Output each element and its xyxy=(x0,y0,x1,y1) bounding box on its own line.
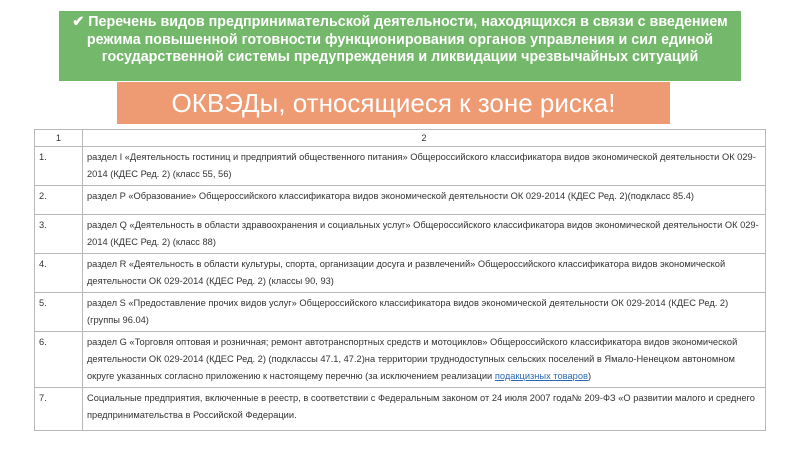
row-text-main: раздел G «Торговля оптовая и розничная; ремонт автотранспортных средств и мотоциклов» Общероссийского классификатора видов экономической деятельности ОК 029-2014 (КДЕС Ред. 2) (подклассы 47.1, 47.2)на территории труднодоступных сельских поселений в Ямало-Ненецком автономном округе указанных согласно приложению к настоящему перечню (за исключением реализации xyxy=(87,337,738,381)
table-header-row xyxy=(35,130,766,147)
table-row xyxy=(35,388,766,431)
risk-banner xyxy=(117,82,670,124)
header-box xyxy=(59,11,741,81)
row-number: 7. xyxy=(35,388,83,431)
table-row xyxy=(35,186,766,215)
okved-table xyxy=(34,129,766,431)
row-number: 2. xyxy=(35,186,83,215)
header-title: Перечень видов предпринимательской деятельности, находящихся в связи с введением режима повышенной готовности функционирования органов управления и сил единой государственной системы предупреждения и ликвидации чрезвычайных ситуаций xyxy=(86,14,728,65)
table-row xyxy=(35,332,766,388)
checkmark-icon: ✔ xyxy=(72,14,85,30)
row-text: Социальные предприятия, включенные в реестр, в соответствии с Федеральным законом от 24 июля 2007 года№ 209-ФЗ «О развитии малого и среднего предпринимательства в Российской Федерации. xyxy=(83,388,766,431)
table-row xyxy=(35,147,766,186)
col2-header: 2 xyxy=(83,130,766,147)
row-text: раздел Р «Образование» Общероссийского классификатора видов экономической деятельности ОК 029-2014 (КДЕС Ред. 2)(подкласс 85.4) xyxy=(83,186,766,215)
row-text: раздел R «Деятельность в области культуры, спорта, организации досуга и развлечений» Общероссийского классификатора видов экономической деятельности ОК 029-2014 (КДЕС Ред. 2) (классы 90, 93) xyxy=(83,254,766,293)
row-number: 5. xyxy=(35,293,83,332)
row-text xyxy=(83,332,766,388)
row-number: 4. xyxy=(35,254,83,293)
col1-header: 1 xyxy=(35,130,83,147)
table-row xyxy=(35,254,766,293)
row-number: 6. xyxy=(35,332,83,388)
row-text: раздел Q «Деятельность в области здравоохранения и социальных услуг» Общероссийского классификатора видов экономической деятельности ОК 029-2014 (КДЕС Ред. 2) (класс 88) xyxy=(83,215,766,254)
row-number: 3. xyxy=(35,215,83,254)
row-number: 1. xyxy=(35,147,83,186)
excise-goods-link[interactable]: подакцизных товаров xyxy=(494,371,588,381)
table-row xyxy=(35,293,766,332)
risk-banner-text: ОКВЭДы, относящиеся к зоне риска! xyxy=(171,88,616,118)
row-text: раздел S «Предоставление прочих видов услуг» Общероссийского классификатора видов экономической деятельности ОК 029-2014 (КДЕС Ред. 2) (группы 96.04) xyxy=(83,293,766,332)
row-text: раздел I «Деятельность гостиниц и предприятий общественного питания» Общероссийского классификатора видов экономической деятельности ОК 029-2014 (КДЕС Ред. 2) (класс 55, 56) xyxy=(83,147,766,186)
row-text-suffix: ) xyxy=(587,371,592,381)
table-row xyxy=(35,215,766,254)
